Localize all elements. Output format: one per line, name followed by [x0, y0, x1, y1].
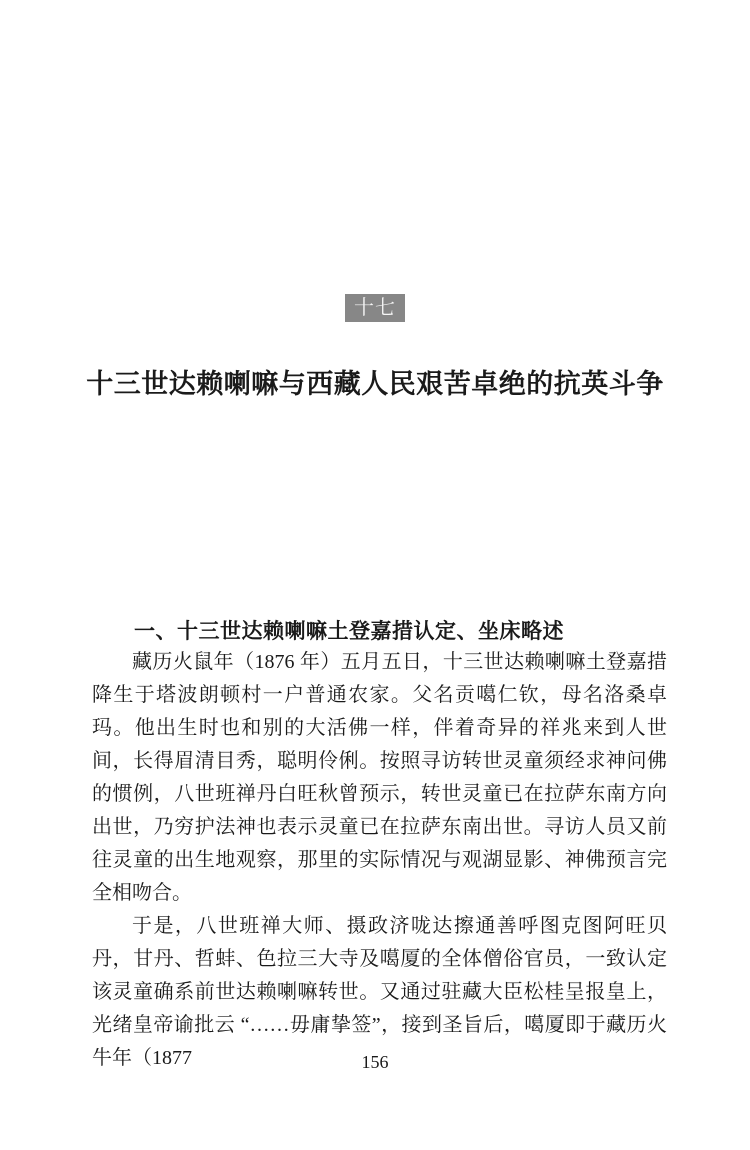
paragraph: 藏历火鼠年（1876 年）五月五日，十三世达赖喇嘛土登嘉措降生于塔波朗顿村一户普通农家。父名贡噶仁钦，母名洛桑卓玛。他出生时也和别的大活佛一样，伴着奇异的祥兆来到人世间，长得眉清目秀，聪明伶俐。按照寻访转世灵童须经求神问佛的惯例，八世班禅丹白旺秋曾预示，转世灵童已在拉萨东南方向出世，乃穷护法神也表示灵童已在拉萨东南出世。寻访人员又前往灵童的出生地观察，那里的实际情况与观湖显影、神佛预言完全相吻合。	[92, 651, 667, 904]
chapter-number-badge: 十七	[345, 294, 405, 322]
body-text	[92, 646, 667, 1075]
section-heading: 一、十三世达赖喇嘛土登嘉措认定、坐床略述	[134, 620, 564, 644]
paragraph: 于是，八世班禅大师、摄政济咙达擦通善呼图克图阿旺贝丹，甘丹、哲蚌、色拉三大寺及噶厦的全体僧俗官员，一致认定该灵童确系前世达赖喇嘛转世。又通过驻藏大臣松桂呈报皇上，光绪皇帝谕批云 “……毋庸挚签”，接到圣旨后，噶厦即于藏历火牛年（1877	[92, 915, 667, 1069]
chapter-title: 十三世达赖喇嘛与西藏人民艰苦卓绝的抗英斗争	[86, 369, 664, 400]
page-number: 156	[361, 1052, 389, 1072]
